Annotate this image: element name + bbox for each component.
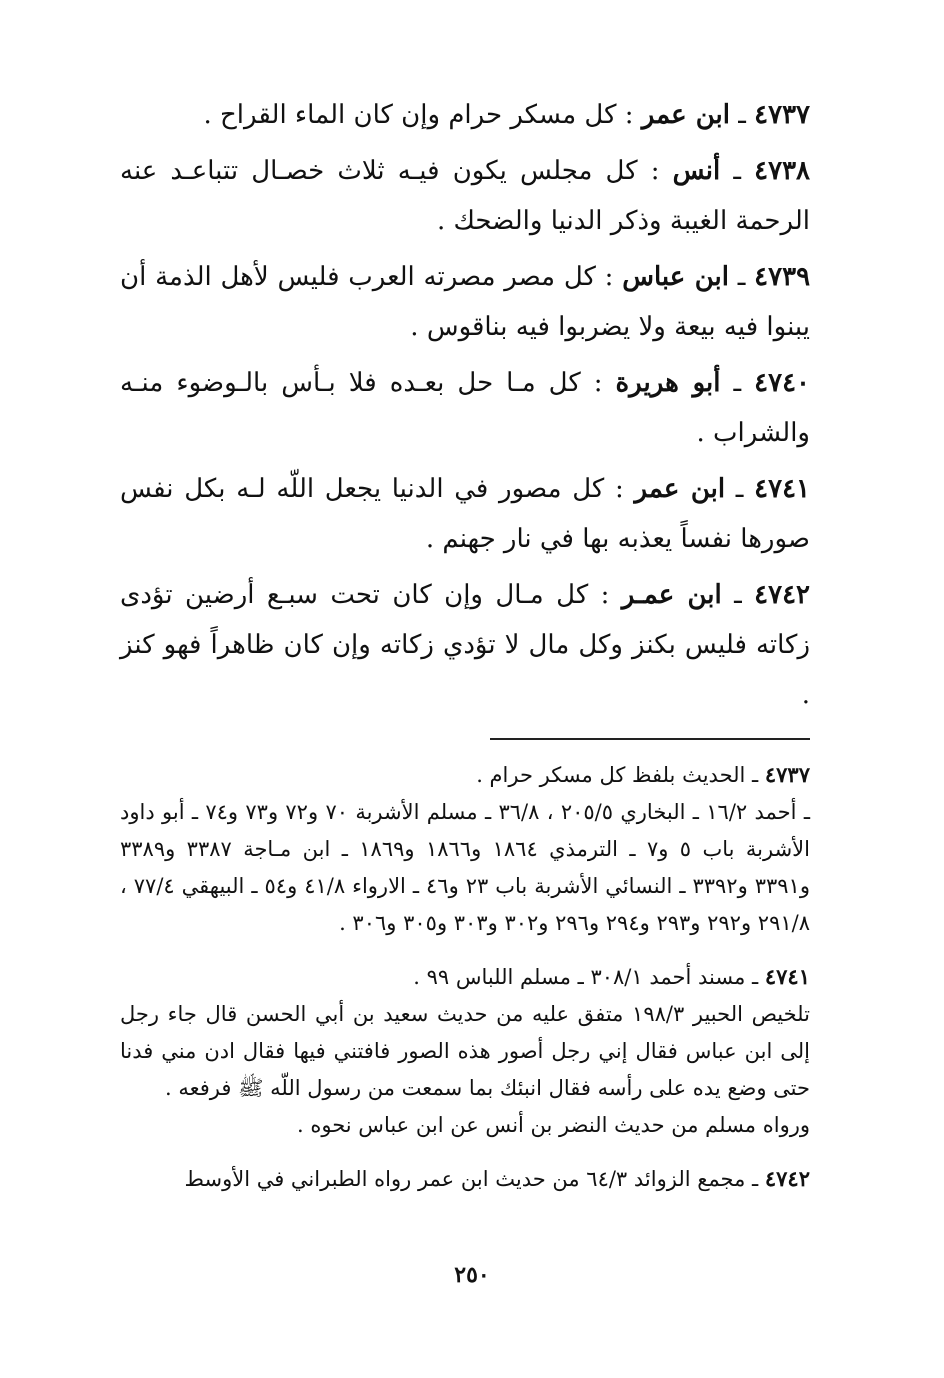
page-body: [120, 90, 810, 1198]
hadith-number: ٤٧٣٨: [754, 156, 810, 186]
footnote-gap: [120, 942, 810, 958]
footnote-heading: ٤٧٤٢ ـ مجمع الزوائد ٦٤/٣ من حديث ابن عمر رواه الطبراني في الأوسط: [184, 1166, 810, 1191]
hadith-entry: ٤٧٤١ ـ ابن عمر : كل مصور في الدنيا يجعل اللّه لـه بكل نفس صورها نفساً يعذبه بها في نار جهنم .: [120, 474, 810, 554]
hadith-number: ٤٧٣٧: [754, 100, 810, 130]
hadith-narrator: أنس: [672, 156, 721, 186]
footnote-gap: [120, 1144, 810, 1160]
hadith-entry: ٤٧٣٩ ـ ابن عباس : كل مصر مصرته العرب فليس لأهل الذمة أن يبنوا فيه بيعة ولا يضربوا فيه بناقوس .: [120, 262, 811, 342]
hadith-narrator: ابن عمر: [634, 474, 726, 504]
footnote-number: ٤٧٤١: [764, 964, 810, 989]
hadith-narrator: أبو هريرة: [615, 368, 721, 398]
hadith-narrator: ابن عمر: [641, 100, 730, 130]
footnote-line: ورواه مسلم من حديث النضر بن أنس عن ابن عباس نحوه .: [297, 1113, 810, 1137]
hadith-number: ٤٧٣٩: [754, 262, 811, 292]
footnote-number: ٤٧٣٧: [764, 762, 810, 787]
footnote-separator: [490, 738, 810, 740]
hadith-narrator: ابن عباس: [622, 262, 730, 292]
hadith-narrator: ابن عمـر: [621, 580, 722, 610]
footnote-number: ٤٧٤٢: [764, 1166, 810, 1191]
hadith-entry: ٤٧٣٨ ـ أنس : كل مجلس يكون فيـه ثلاث خصـال تتباعـد عنه الرحمة الغيبة وذكر الدنيا والضحك .: [120, 156, 810, 236]
hadith-text: كل مسكر حرام وإن كان الماء القراح .: [203, 100, 617, 130]
footnote-heading: ٤٧٣٧ ـ الحديث بلفظ كل مسكر حرام .: [476, 762, 810, 787]
footnote-text: مسند أحمد ٣٠٨/١ ـ مسلم اللباس ٩٩ .: [413, 965, 746, 989]
page-number: ٢٥٠: [454, 1262, 490, 1288]
hadith-number: ٤٧٤٠: [754, 368, 810, 398]
footnote-line: ـ أحمد ١٦/٢ ـ البخاري ٢٠٥/٥ ، ٣٦/٨ ـ مسلم الأشربة ٧٠ و٧٢ و٧٣ و٧٤ ـ أبو داود الأشربة باب ٥ و٧ ـ الترمذي ١٨٦٤ و١٨٦٦ و١٨٦٩ ـ ابن مـاجة ٣٣٨٧ و٣٣٨٩ و٣٣٩١ و٣٣٩٢ ـ النسائي الأشربة باب ٢٣ و٤٦ ـ الارواء ٤١/٨ و٥٤ ـ البيهقي ٧٧/٤ ، ٢٩١/٨ و٢٩٢ و٢٩٣ و٢٩٤ و٢٩٦ و٣٠٢ و٣٠٣ و٣٠٥ و٣٠٦ .: [120, 800, 810, 935]
footnotes: [120, 756, 810, 1198]
hadith-number: ٤٧٤١: [754, 474, 810, 504]
footnote-heading: ٤٧٤١ ـ مسند أحمد ٣٠٨/١ ـ مسلم اللباس ٩٩ .: [413, 964, 810, 989]
hadith-text: كل مصر مصرته العرب فليس لأهل الذمة أن يبنوا فيه بيعة ولا يضربوا فيه بناقوس .: [120, 262, 810, 342]
hadith-text: كل مـا حل بعـده فلا بـأس بالـوضوء منـه والشراب .: [120, 368, 810, 448]
footnote-text: الحديث بلفظ كل مسكر حرام .: [476, 763, 746, 787]
hadith-number: ٤٧٤٢: [754, 580, 810, 610]
hadith-entries: [120, 90, 810, 720]
hadith-text: كل مجلس يكون فيـه ثلاث خصـال تتباعـد عنه الرحمة الغيبة وذكر الدنيا والضحك .: [120, 156, 810, 236]
hadith-entry: ٤٧٤٢ ـ ابن عمـر : كل مـال وإن كان تحت سبـع أرضين تؤدى زكاته فليس بكنز وكل مال لا تؤدي زكاته وإن كان ظاهراً فهو كنز .: [120, 580, 810, 710]
hadith-entry: ٤٧٤٠ ـ أبو هريرة : كل مـا حل بعـده فلا بـأس بالـوضوء منـه والشراب .: [120, 368, 810, 448]
footnote-line: تلخيص الحبير ١٩٨/٣ متفق عليه من حديث سعيد بن أبي الحسن قال جاء رجل إلى ابن عباس فقال إني رجل أصور هذه الصور فافتني فيها فقال ادن مني فدنا حتى وضع يده على رأسه فقال انبئك بما سمعت من رسول اللّه ﷺ فرفعه .: [120, 1002, 810, 1100]
hadith-text: كل مصور في الدنيا يجعل اللّه لـه بكل نفس صورها نفساً يعذبه بها في نار جهنم .: [120, 474, 810, 554]
hadith-text: كل مـال وإن كان تحت سبـع أرضين تؤدى زكاته فليس بكنز وكل مال لا تؤدي زكاته وإن كان ظاهراً فهو كنز .: [120, 580, 810, 710]
hadith-entry: ٤٧٣٧ ـ ابن عمر : كل مسكر حرام وإن كان الماء القراح .: [203, 100, 810, 130]
footnote-text: مجمع الزوائد ٦٤/٣ من حديث ابن عمر رواه الطبراني في الأوسط: [184, 1167, 746, 1191]
